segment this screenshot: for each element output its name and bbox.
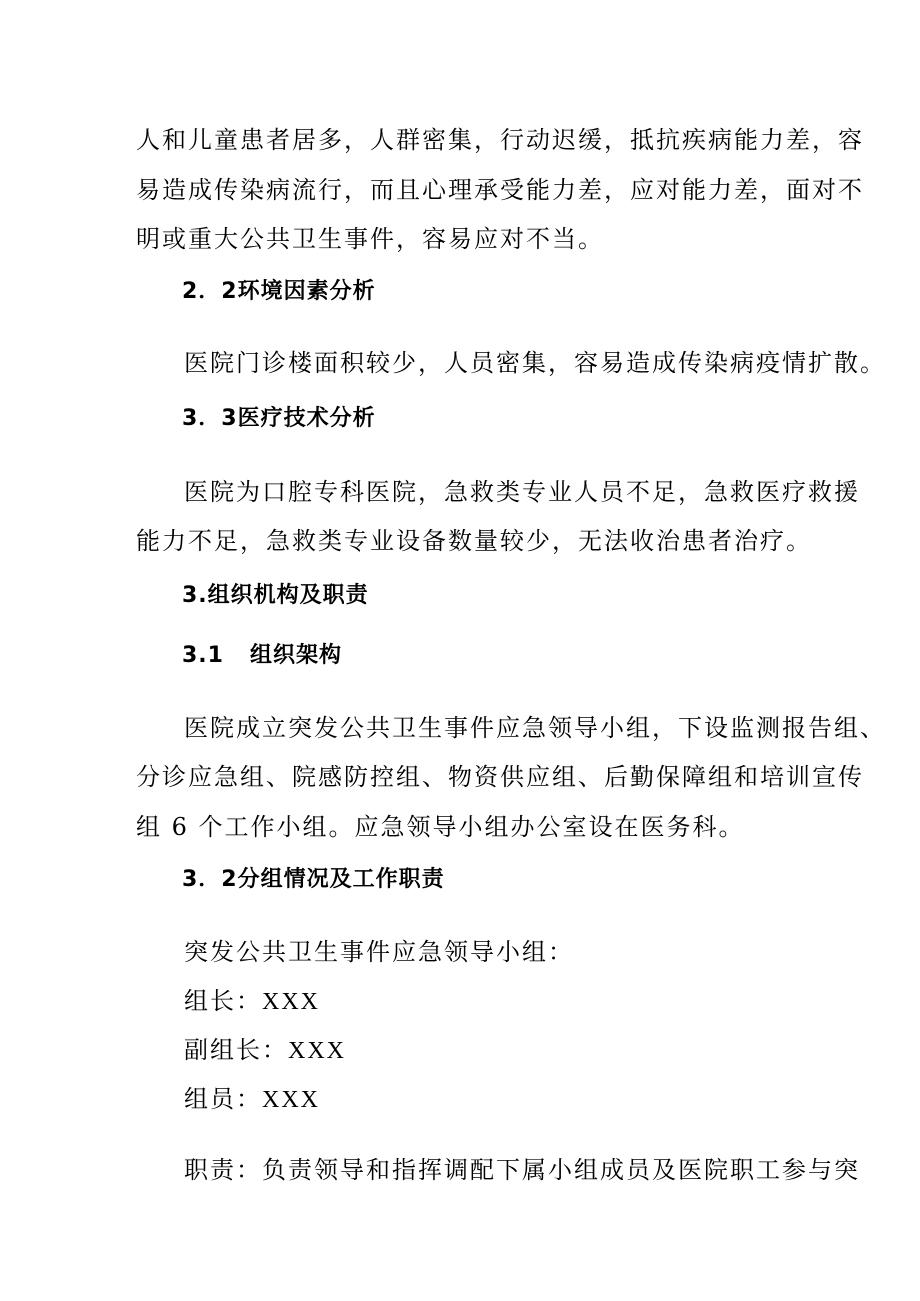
paragraph-line: 医院为口腔专科医院，急救类专业人员不足，急救医疗救援	[184, 478, 860, 506]
paragraph-line: 医院成立突发公共卫生事件应急领导小组，下设监测报告组、	[184, 714, 886, 742]
section-heading-2-2: 2．2环境因素分析	[182, 279, 376, 304]
paragraph-line: 突发公共卫生事件应急领导小组：	[184, 938, 574, 966]
paragraph-line: 人和儿童患者居多，人群密集，行动迟缓，抵抗疾病能力差，容	[136, 126, 864, 154]
member-line	[184, 1085, 320, 1114]
section-heading-3-2: 3．2分组情况及工作职责	[182, 867, 445, 892]
paragraph-line: 分诊应急组、院感防控组、物资供应组、后勤保障组和培训宣传	[136, 763, 864, 791]
leader-value: XXX	[262, 989, 320, 1015]
paragraph-line: 组 6 个工作小组。应急领导小组办公室设在医务科。	[136, 813, 745, 841]
section-heading-3-1: 3.1 组织架构	[182, 643, 342, 668]
leader-line	[184, 987, 320, 1016]
paragraph-line: 明或重大公共卫生事件，容易应对不当。	[136, 225, 604, 253]
paragraph-line: 能力不足，急救类专业设备数量较少，无法收治患者治疗。	[136, 527, 812, 555]
paragraph-line: 易造成传染病流行，而且心理承受能力差，应对能力差，面对不	[136, 176, 864, 204]
duty-line: 职责：负责领导和指挥调配下属小组成员及医院职工参与突	[184, 1156, 860, 1184]
deputy-leader-line	[184, 1036, 346, 1065]
section-heading-3: 3.组织机构及职责	[182, 583, 369, 608]
section-heading-3-3: 3．3医疗技术分析	[182, 406, 376, 431]
deputy-leader-value: XXX	[288, 1038, 346, 1064]
member-value: XXX	[262, 1087, 320, 1113]
leader-label: 组长：	[184, 987, 262, 1015]
paragraph-line: 医院门诊楼面积较少，人员密集，容易造成传染病疫情扩散。	[184, 349, 886, 377]
deputy-leader-label: 副组长：	[184, 1036, 288, 1064]
member-label: 组员：	[184, 1085, 262, 1113]
